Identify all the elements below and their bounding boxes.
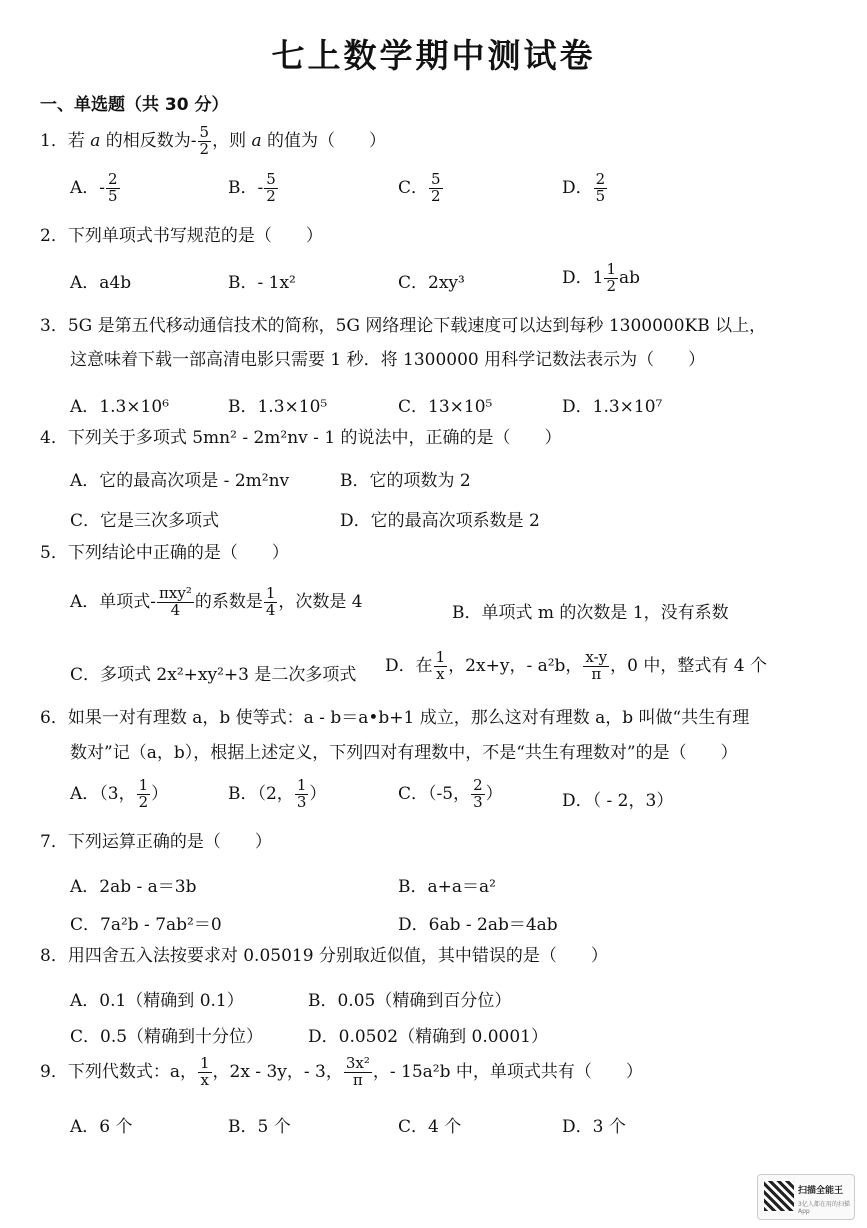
q7-option-a: A．2ab - a＝3b — [70, 877, 197, 897]
q8-option-d: D．0.0502（精确到 0.0001） — [308, 1027, 549, 1047]
watermark-title: 扫描全能王 — [798, 1186, 844, 1196]
qr-code-icon — [764, 1181, 794, 1211]
q5-option-a: A．单项式- $\frac{\text{πxy²}}{4}$ 的系数是 $\frac{1}{4}$ ，次数是 4 — [70, 584, 363, 619]
question-7: 7．下列运算正确的是（ ） — [40, 832, 272, 852]
q7-option-b: B．a+a＝a² — [398, 877, 496, 897]
q1-option-b: B．- $\frac{5}{2}$ — [228, 170, 276, 205]
question-6-line-2: 数对”记（a，b），根据上述定义，下列四对有理数中，不是“共生有理数对”的是（ ） — [70, 743, 738, 763]
q9-option-a: A．6 个 — [70, 1117, 133, 1137]
question-3-line-1: 3．5G 是第五代移动通信技术的简称，5G 网络理论下载速度可以达到每秒 1300000KB 以上， — [40, 316, 767, 336]
q3-option-b: B．1.3×10⁵ — [228, 397, 328, 417]
q4-option-c: C．它是三次多项式 — [70, 511, 220, 531]
q6-option-a: A．（3， $\frac{1}{2}$ ） — [70, 776, 169, 811]
question-6-line-1: 6．如果一对有理数 a，b 使等式：a - b＝a•b+1 成立，那么这对有理数 a，b 叫做“共生有理 — [40, 708, 750, 728]
q1-option-d: D． $\frac{2}{5}$ — [562, 170, 606, 205]
q6-option-c: C．（-5， $\frac{2}{3}$ ） — [398, 776, 503, 811]
q9-option-c: C．4 个 — [398, 1117, 462, 1137]
q7-option-d: D．6ab - 2ab＝4ab — [398, 915, 558, 935]
q1-option-c: C． $\frac{5}{2}$ — [398, 170, 441, 205]
q9-option-d: D．3 个 — [562, 1117, 626, 1137]
question-3-line-2: 这意味着下载一部高清电影只需要 1 秒．将 1300000 用科学记数法表示为（ ） — [70, 350, 706, 370]
q7-option-c: C．7a²b - 7ab²＝0 — [70, 915, 222, 935]
q2-option-b: B．- 1x² — [228, 273, 296, 293]
section-heading: 一、单选题（共 30 分） — [40, 95, 229, 115]
q5-option-d: D．在 $\frac{1}{x}$ ，2x+y，- a²b， $\frac{x-y}{\pi}$ ，0 中，整式有 4 个 — [385, 648, 768, 683]
q6-option-d: D．（ - 2，3） — [562, 791, 674, 811]
q2-option-c: C．2xy³ — [398, 273, 465, 293]
question-9: 9．下列代数式：a， $\frac{1}{x}$ ，2x - 3y，- 3， $\frac{\text{3x²}}{\pi}$ ，- 15a²b 中，单项式共有（ ） — [40, 1054, 643, 1089]
q6-option-b: B．（2， $\frac{1}{3}$ ） — [228, 776, 327, 811]
q4-option-b: B．它的项数为 2 — [340, 471, 471, 491]
q5-option-b: B．单项式 m 的次数是 1，没有系数 — [452, 603, 729, 623]
q1-option-a: A．- $\frac{2}{5}$ — [70, 170, 118, 205]
q4-option-d: D．它的最高次项系数是 2 — [340, 511, 540, 531]
scanner-watermark — [757, 1174, 855, 1220]
q5-option-c: C．多项式 2x²+xy²+3 是二次多项式 — [70, 665, 357, 685]
q8-option-c: C．0.5（精确到十分位） — [70, 1027, 264, 1047]
q9-option-b: B．5 个 — [228, 1117, 291, 1137]
question-2: 2．下列单项式书写规范的是（ ） — [40, 226, 323, 246]
q3-option-a: A．1.3×10⁶ — [70, 397, 170, 417]
question-8: 8．用四舍五入法按要求对 0.05019 分别取近似值，其中错误的是（ ） — [40, 946, 608, 966]
q8-option-a: A．0.1（精确到 0.1） — [70, 991, 244, 1011]
q2-option-a: A．a4b — [70, 273, 132, 293]
question-5: 5．下列结论中正确的是（ ） — [40, 543, 289, 563]
watermark-subtitle: 3亿人都在用的扫描App — [798, 1201, 850, 1215]
question-4: 4．下列关于多项式 5mn² - 2m²nv - 1 的说法中，正确的是（ ） — [40, 428, 562, 448]
question-1: 1．若 a 的相反数为- $\frac{5}{2}$ ，则 a 的值为（ ） — [40, 123, 387, 158]
q3-option-c: C．13×10⁵ — [398, 397, 493, 417]
q8-option-b: B．0.05（精确到百分位） — [308, 991, 512, 1011]
q4-option-a: A．它的最高次项是 - 2m²nv — [70, 471, 290, 491]
exam-title: 七上数学期中测试卷 — [271, 36, 596, 75]
q3-option-d: D．1.3×10⁷ — [562, 397, 663, 417]
q2-option-d: D．1 $\frac{1}{2}$ ab — [562, 260, 641, 295]
